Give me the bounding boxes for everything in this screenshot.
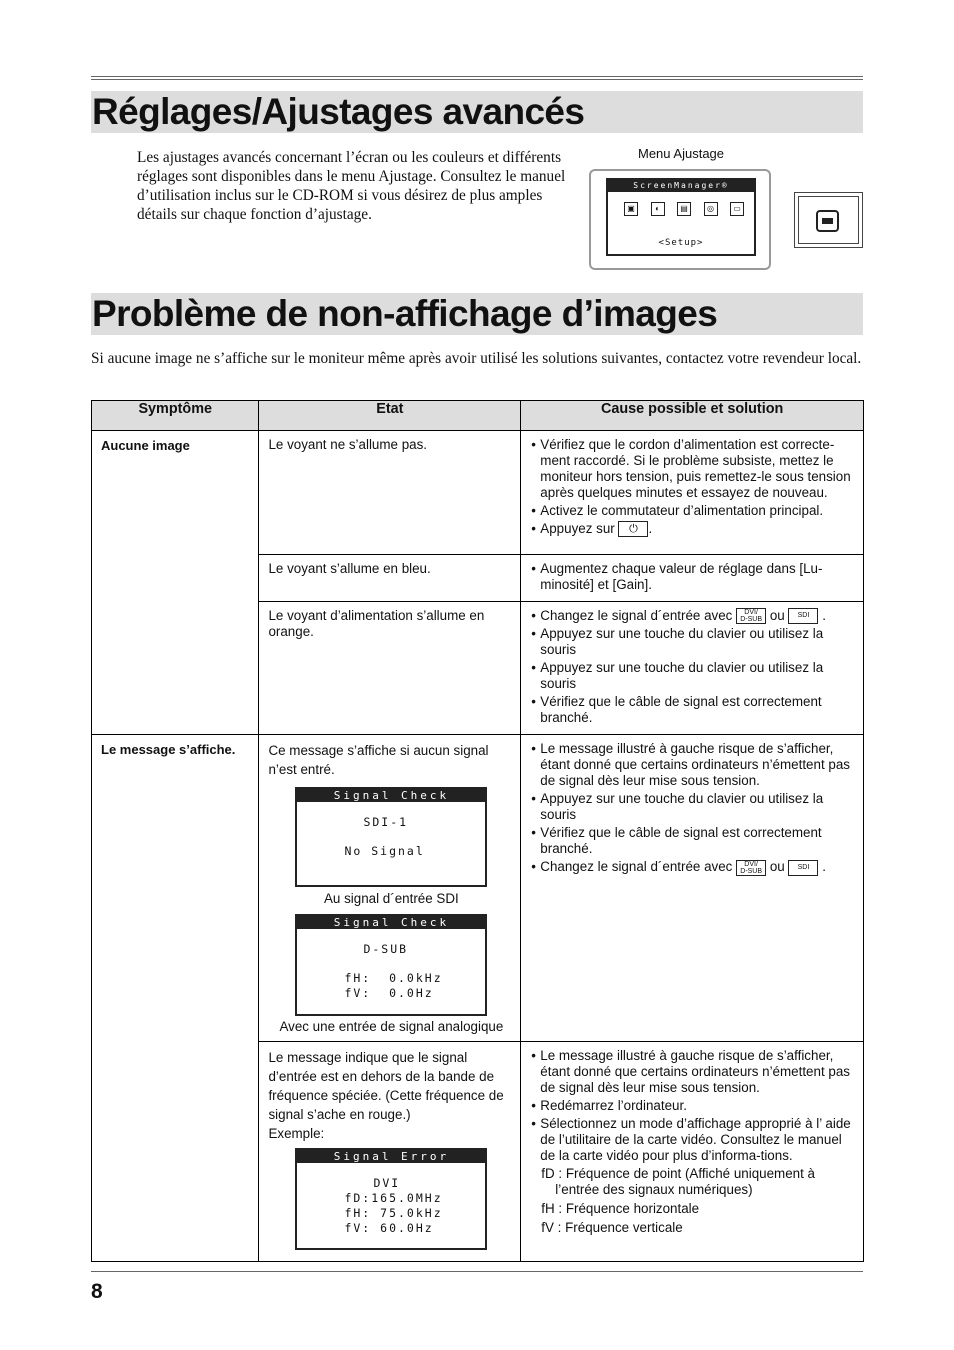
screenmanager-menu bbox=[606, 178, 756, 256]
definition-fh: fH : Fréquence horizontale bbox=[541, 1201, 700, 1217]
etat-text: Le message indique que le signal d’entrée est en dehors de la bande de fréquence spéciée. (Cette fréquence de signal s’ache en rouge.) bbox=[268, 1050, 504, 1123]
osd-title: Signal Check bbox=[297, 916, 485, 929]
osd-line: SDI-1 bbox=[363, 815, 409, 830]
cause-cell bbox=[521, 431, 864, 555]
list-item: • Changez le signal d´entrée avec DVI/ D-SUB ou SDI . bbox=[531, 608, 855, 624]
list-item: • Appuyez sur ⏻ . bbox=[531, 521, 855, 537]
osd-caption: Avec une entrée de signal analogique bbox=[279, 1019, 504, 1035]
etat-text: Ce message s’affiche si aucun signal n’est entré. bbox=[268, 743, 489, 778]
osd-line: fD:165.0MHz bbox=[344, 1191, 443, 1206]
top-rule bbox=[91, 76, 863, 77]
no-image-intro: Si aucune image ne s’affiche sur le moniteur même après avoir utilisé les solutions suivantes, contactez votre revendeur local. bbox=[91, 350, 862, 367]
sdi-key-icon: SDI bbox=[788, 860, 818, 876]
cause-cell bbox=[521, 735, 864, 1042]
info-icon: ▭ bbox=[730, 202, 744, 216]
menu-icons bbox=[624, 202, 744, 216]
list-item: • Vérifiez que le câble de signal est correctement branché. bbox=[531, 825, 855, 857]
power-icon: ⏻ bbox=[618, 521, 648, 537]
osd-title: Signal Error bbox=[297, 1150, 485, 1163]
enter-button-icon bbox=[816, 210, 839, 232]
screen-icon: ▣ bbox=[624, 202, 638, 216]
key-label: D-SUB bbox=[740, 616, 762, 624]
list-item-text: Appuyez sur bbox=[540, 521, 615, 536]
osd-signal-check-dsub bbox=[295, 914, 487, 1016]
list-item: • Changez le signal d´entrée avec DVI/ D-SUB ou SDI . bbox=[531, 859, 855, 875]
cause-cell bbox=[521, 555, 864, 602]
dvi-dsub-key-icon bbox=[736, 860, 766, 876]
list-item-text: Changez le signal d´entrée avec bbox=[540, 608, 733, 623]
or-text: ou bbox=[769, 608, 785, 623]
list-item: • Appuyez sur une touche du clavier ou utilisez la souris bbox=[531, 660, 855, 692]
header-symptom: Symptôme bbox=[92, 401, 259, 431]
etat-cell: Le voyant ne s’allume pas. bbox=[259, 431, 521, 555]
pip-icon: ▤ bbox=[677, 202, 691, 216]
troubleshooting-table bbox=[91, 400, 864, 1262]
key-label: D-SUB bbox=[740, 867, 762, 875]
key-label: DVI/ bbox=[744, 609, 758, 617]
list-item-text: Changez le signal d´entrée avec bbox=[540, 859, 733, 875]
etat-cell: Le voyant s’allume en bleu. bbox=[259, 555, 521, 602]
list-item: • Redémarrez l’ordinateur. bbox=[531, 1098, 855, 1114]
list-item: • Le message illustré à gauche risque de s’afficher, étant donné que certains ordinateurs n’émettent pas de signal dès leur mise sous tension. bbox=[531, 1048, 855, 1096]
menu-setup-label: <Setup> bbox=[658, 238, 704, 248]
example-label: Exemple: bbox=[268, 1126, 325, 1142]
osd-line: fV: 0.0Hz bbox=[344, 986, 434, 1001]
definition-fd: fD : Fréquence de point (Affiché uniquement à l’entrée des signaux numériques) bbox=[541, 1166, 815, 1198]
osd-line: fH: 0.0kHz bbox=[344, 971, 443, 986]
osd-line: D-SUB bbox=[363, 942, 409, 957]
osd-line: fH: 75.0kHz bbox=[344, 1206, 443, 1221]
page-number: 8 bbox=[91, 1280, 103, 1303]
etat-cell bbox=[259, 735, 521, 1042]
osd-caption: Au signal d´entrée SDI bbox=[324, 891, 459, 907]
list-item: • Vérifiez que le cordon d’alimentation est correcte-ment raccordé. Si le problème subsiste, mettez le moniteur hors tension, puis remettez-le sous tension après quelques minutes et essayez de nouveau. bbox=[531, 437, 855, 501]
section-title-no-image: Problème de non-affichage d’images bbox=[91, 293, 863, 335]
menu-title: ScreenManager® bbox=[608, 180, 754, 192]
cause-cell bbox=[521, 1042, 864, 1262]
bottom-rule bbox=[91, 1271, 863, 1272]
tools-icon: ◎ bbox=[704, 202, 718, 216]
osd-title: Signal Check bbox=[297, 789, 485, 802]
symptom-no-image: Aucune image bbox=[92, 431, 259, 735]
osd-signal-check-sdi bbox=[295, 787, 487, 887]
section-title-advanced: Réglages/Ajustages avancés bbox=[91, 91, 863, 133]
top-rule-2 bbox=[91, 79, 863, 80]
or-text: ou bbox=[769, 859, 785, 875]
list-item: • Appuyez sur une touche du clavier ou utilisez la souris bbox=[531, 626, 855, 658]
header-cause: Cause possible et solution bbox=[521, 401, 864, 431]
cause-cell bbox=[521, 602, 864, 735]
key-label: DVI/ bbox=[744, 860, 758, 868]
list-item: • Activez le commutateur d’alimentation principal. bbox=[531, 503, 855, 519]
menu-caption: Menu Ajustage bbox=[638, 146, 725, 161]
dvi-dsub-key-icon bbox=[736, 608, 766, 624]
list-item: • Augmentez chaque valeur de réglage dans [Lu-minosité] et [Gain]. bbox=[531, 561, 855, 593]
symptom-message: Le message s’affiche. bbox=[92, 735, 259, 1262]
osd-line: No Signal bbox=[344, 844, 425, 859]
list-item: • Vérifiez que le câble de signal est correctement branché. bbox=[531, 694, 855, 726]
etat-cell bbox=[259, 1042, 521, 1262]
sdi-key-icon: SDI bbox=[788, 608, 818, 624]
color-icon: ◐ bbox=[651, 202, 665, 216]
list-item: • Appuyez sur une touche du clavier ou utilisez la souris bbox=[531, 791, 855, 823]
osd-line: DVI bbox=[373, 1176, 401, 1191]
advanced-intro: Les ajustages avancés concernant l’écran ou les couleurs et différents réglages sont disponibles dans le menu Ajustage. Consultez le manuel d’utilisation inclus sur le CD-ROM si vous désirez de plus amples détails sur chaque fonction d’ajustage. bbox=[137, 149, 566, 223]
list-item: • Le message illustré à gauche risque de s’afficher, étant donné que certains ordinateurs n’émettent pas de signal dès leur mise sous tension. bbox=[531, 741, 855, 789]
list-item: • Sélectionnez un mode d’affichage approprié à l’ aide de l’utilitaire de la carte vidéo. Consultez le manuel de la carte vidéo pour plus d’informa-tions. bbox=[531, 1116, 855, 1164]
etat-cell: Le voyant d’alimentation s’allume en orange. bbox=[259, 602, 521, 735]
osd-line: fV: 60.0Hz bbox=[344, 1221, 434, 1236]
definition-fv: fV : Fréquence verticale bbox=[541, 1220, 683, 1236]
header-etat: Etat bbox=[259, 401, 521, 431]
osd-signal-error bbox=[295, 1148, 487, 1250]
